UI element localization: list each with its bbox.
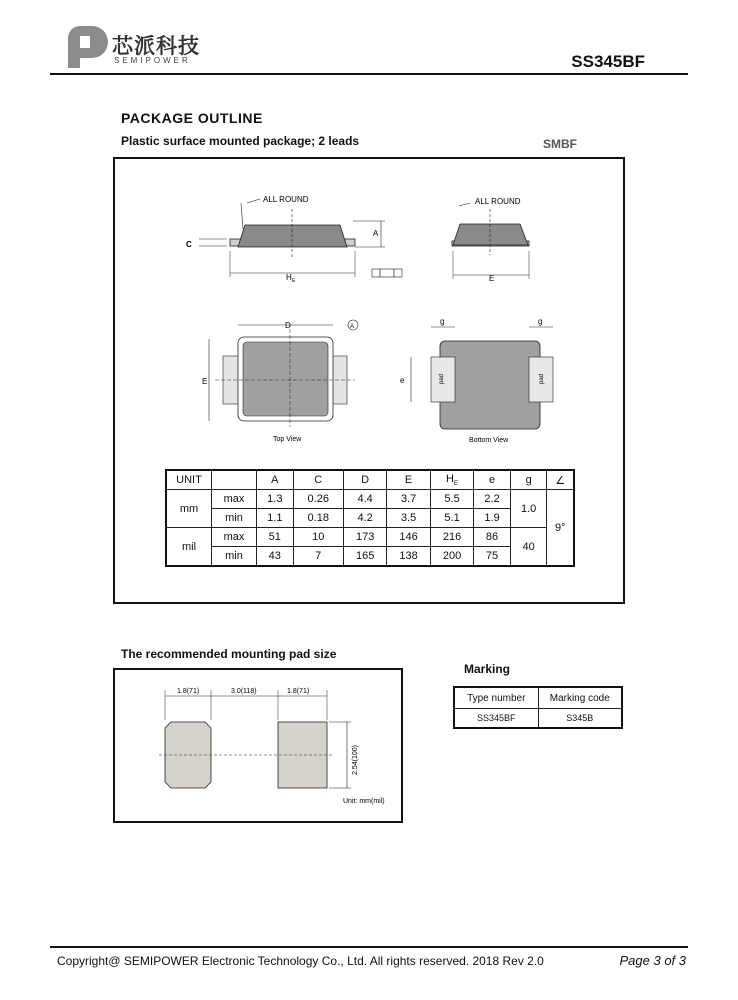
row-mil-max: max <box>212 528 257 547</box>
pad-label-left: pad <box>439 373 445 384</box>
marking-col-type: Type number <box>454 687 538 709</box>
pad-height-dim: 2.54(100) <box>352 745 359 775</box>
th-unit: UNIT <box>166 470 212 490</box>
g-mm-value: 1.0 <box>510 490 547 528</box>
marking-type-number: SS345BF <box>454 709 538 729</box>
row-mil-min: min <box>212 547 257 567</box>
mounting-pad-box <box>113 668 403 823</box>
header-rule <box>50 73 688 75</box>
dim-D-label: D <box>285 321 291 330</box>
section-title-marking: Marking <box>464 662 511 676</box>
row-mm-max: max <box>212 490 257 509</box>
pad-gap-dim: 3.0(118) <box>231 688 257 695</box>
footer-rule <box>50 946 688 948</box>
dim-e-label: e <box>400 376 405 385</box>
unit-label: Unit: mm(mil) <box>343 798 385 805</box>
top-view <box>202 320 358 443</box>
mounting-pad-drawing <box>115 670 401 821</box>
dim-HE-sub: E <box>292 278 296 284</box>
logo-english-name: SEMIPOWER <box>114 56 191 65</box>
bottom-view-label: Bottom View <box>469 437 509 444</box>
all-round-label: ALL ROUND <box>263 195 309 204</box>
dimensions-table: UNIT A C D E $H_E$ e g ∠ mm max 1.3 0.26 4.4 3.7 5.5 2.2 1.0 9° min 1.1 0.18 4.2 3.5 5.1 1.9 mil max 51 10 173 146 216 86 40 min 43 7 165 138 200 75 <box>165 469 575 567</box>
th-C: C <box>293 470 343 490</box>
dim-g-label-left: g <box>440 317 445 326</box>
row-unit-mm: mm <box>166 490 212 528</box>
section-title-package-outline: PACKAGE OUTLINE <box>121 110 263 126</box>
row-mm-min: min <box>212 509 257 528</box>
dim-C-label: C <box>186 240 192 249</box>
th-A: A <box>257 470 294 490</box>
th-e: e <box>474 470 511 490</box>
all-round-label-right: ALL ROUND <box>475 197 521 206</box>
section-title-mounting-pad: The recommended mounting pad size <box>121 647 337 661</box>
th-E: E <box>387 470 430 490</box>
dim-g-label-right: g <box>538 317 543 326</box>
side-view-right <box>452 197 529 283</box>
page-number: Page 3 of 3 <box>619 953 686 968</box>
footer-copyright: Copyright@ SEMIPOWER Electronic Technology Co., Ltd. All rights reserved. 2018 Rev 2.0 <box>57 954 544 968</box>
datum-A-label: A <box>350 324 355 330</box>
marking-table <box>453 686 623 729</box>
package-name: SMBF <box>543 137 577 151</box>
g-mil-value: 40 <box>510 528 547 567</box>
th-angle: ∠ <box>547 470 574 490</box>
logo-chinese-name: 芯派科技 <box>112 34 200 58</box>
pad-width-dim-left: 1.8(71) <box>177 688 200 695</box>
package-outline-box <box>113 157 625 604</box>
th-D: D <box>343 470 386 490</box>
pad-label-right: pad <box>539 373 545 384</box>
marking-col-code: Marking code <box>538 687 622 709</box>
side-view-left <box>186 195 402 284</box>
package-subtitle: Plastic surface mounted package; 2 leads <box>121 134 360 148</box>
th-HE: $H_E$ <box>430 470 473 490</box>
company-logo <box>64 24 214 70</box>
marking-code: S345B <box>538 709 622 729</box>
bottom-view <box>400 317 553 444</box>
top-view-label: Top View <box>273 436 302 443</box>
logo-mark-icon <box>64 24 110 70</box>
package-drawing <box>115 159 623 459</box>
dim-A-label: A <box>373 229 379 238</box>
th-g: g <box>510 470 547 490</box>
angle-value: 9° <box>547 490 574 567</box>
pad-width-dim-right: 1.8(71) <box>287 688 310 695</box>
dim-E-label-top: E <box>202 377 208 386</box>
dim-E-label-side: E <box>489 274 495 283</box>
part-number: SS345BF <box>571 52 645 71</box>
dim-HE-label: H <box>286 273 292 282</box>
row-unit-mil: mil <box>166 528 212 567</box>
